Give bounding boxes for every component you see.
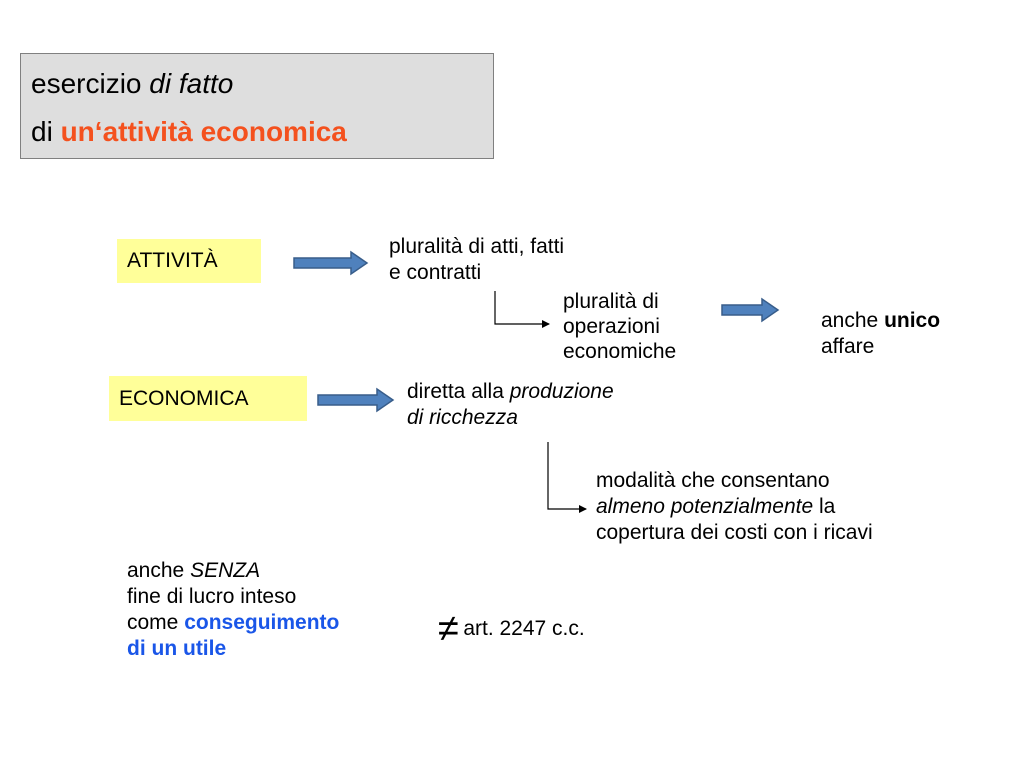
modalita-text — [596, 468, 873, 546]
modalita-emphasis: almeno potenzialmente — [596, 495, 814, 518]
attivita-result-line: pluralità di atti, fatti — [389, 235, 565, 258]
affare-line: affare — [821, 335, 875, 358]
title-text: esercizio — [31, 68, 150, 99]
senza-emphasis: SENZA — [190, 559, 261, 582]
come-prefix: come — [127, 611, 185, 634]
economica-label: ECONOMICA — [119, 387, 249, 410]
conseguimento-highlight: conseguimento — [184, 611, 340, 634]
neq-reference — [438, 610, 585, 648]
senza-lucro-text — [127, 558, 339, 662]
title-text: di — [31, 116, 61, 147]
title-emphasis: di fatto — [149, 68, 234, 99]
economica-result-emphasis: produzione — [509, 380, 614, 403]
attivita-result — [389, 234, 564, 286]
modalita-line: modalità che consentano — [596, 469, 830, 492]
operazioni-line: operazioni — [563, 315, 660, 338]
modalita-line: copertura dei costi con i ricavi — [596, 521, 873, 544]
attivita-label: ATTIVITÀ — [127, 249, 218, 272]
not-equal-icon: ≠ — [438, 608, 459, 650]
economica-result-prefix: diretta alla — [407, 380, 510, 403]
arrow-attivita — [294, 252, 367, 274]
unico-affare-text — [821, 308, 940, 360]
modalita-suffix: la — [813, 495, 836, 518]
operazioni-line: pluralità di — [563, 290, 659, 313]
connector-modalita — [548, 442, 586, 509]
arrow-operazioni — [722, 299, 778, 321]
article-reference: art. 2247 c.c. — [463, 617, 585, 640]
economica-result — [407, 379, 614, 431]
unico-emphasis: unico — [884, 309, 941, 332]
arrow-economica — [318, 389, 393, 411]
unico-prefix: anche — [821, 309, 885, 332]
attivita-result-line: e contratti — [389, 261, 482, 284]
senza-prefix: anche — [127, 559, 191, 582]
title-highlight: un‘attività economica — [60, 116, 347, 147]
connector-operazioni — [495, 291, 549, 324]
operazioni-text — [563, 289, 676, 364]
operazioni-line: economiche — [563, 340, 677, 363]
utile-highlight: di un utile — [127, 637, 227, 660]
lucro-line: fine di lucro inteso — [127, 585, 297, 608]
economica-result-line2: di ricchezza — [407, 406, 518, 429]
